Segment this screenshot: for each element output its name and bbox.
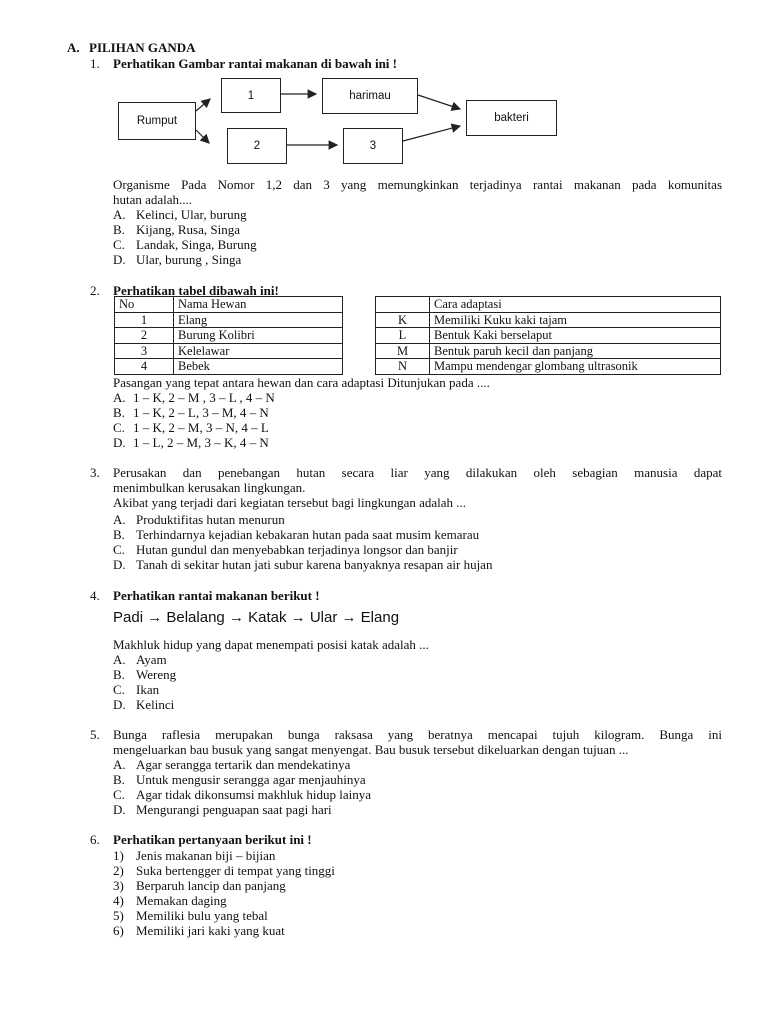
q5-option-b-letter: B. bbox=[113, 772, 125, 787]
arrow-rumput-to-2 bbox=[196, 130, 209, 143]
q4-option-d: Kelinci bbox=[136, 697, 175, 712]
table-cell: K bbox=[376, 312, 430, 328]
q1-stem-line2: hutan adalah.... bbox=[113, 192, 193, 207]
q5-option-d-letter: D. bbox=[113, 802, 126, 817]
q4-option-b: Wereng bbox=[136, 667, 177, 682]
q2-option-a-letter: A. bbox=[113, 390, 126, 405]
table-row bbox=[376, 312, 721, 328]
q2-option-b-letter: B. bbox=[113, 405, 125, 420]
q3-option-d: Tanah di sekitar hutan jati subur karena banyaknya resapan air hujan bbox=[136, 557, 493, 572]
q2-option-b: 1 – K, 2 – L, 3 – M, 4 – N bbox=[133, 405, 269, 420]
q1-prompt: Perhatikan Gambar rantai makanan di bawah ini ! bbox=[113, 56, 398, 71]
q6-item-2-num: 2) bbox=[113, 863, 124, 878]
diagram-box-2: 2 bbox=[227, 128, 287, 164]
table-cell: Burung Kolibri bbox=[174, 328, 343, 344]
q6-item-6-num: 6) bbox=[113, 923, 124, 938]
table-header-cell: Nama Hewan bbox=[174, 297, 343, 313]
q4-option-c: Ikan bbox=[136, 682, 160, 697]
q3-option-c-letter: C. bbox=[113, 542, 125, 557]
q4-prompt: Perhatikan rantai makanan berikut ! bbox=[113, 588, 320, 603]
q6-item-5: Memiliki bulu yang tebal bbox=[136, 908, 268, 923]
q3-line3: Akibat yang terjadi dari kegiatan tersebut bagi lingkungan adalah ... bbox=[113, 495, 467, 510]
animal-table bbox=[114, 296, 343, 375]
arrow-harimau-to-bakteri bbox=[418, 95, 460, 109]
table-cell: Memiliki Kuku kaki tajam bbox=[430, 312, 721, 328]
section-title: PILIHAN GANDA bbox=[89, 40, 196, 55]
q5-option-c-letter: C. bbox=[113, 787, 125, 802]
q6-item-5-num: 5) bbox=[113, 908, 124, 923]
q1-option-b: Kijang, Rusa, Singa bbox=[136, 222, 240, 237]
table-row bbox=[115, 343, 343, 359]
table-row bbox=[376, 343, 721, 359]
diagram-box-rumput: Rumput bbox=[118, 102, 196, 140]
q5-line1: Bunga raflesia merupakan bunga raksasa yang beratnya mencapai tujuh kilogram. Bunga ini bbox=[113, 727, 722, 742]
chain-organism-3: Katak bbox=[248, 609, 287, 626]
q5-option-d: Mengurangi penguapan saat pagi hari bbox=[136, 802, 332, 817]
table-row bbox=[115, 328, 343, 344]
q2-number: 2. bbox=[90, 283, 100, 298]
chain-organism-5: Elang bbox=[360, 609, 400, 626]
q3-line1: Perusakan dan penebangan hutan secara liar yang dilakukan oleh sebagian manusia dapat bbox=[113, 465, 722, 480]
table-cell: 1 bbox=[115, 312, 174, 328]
q2-prompt: Perhatikan tabel dibawah ini! bbox=[113, 283, 279, 298]
diagram-box-3: 3 bbox=[343, 128, 403, 164]
q6-item-3-num: 3) bbox=[113, 878, 124, 893]
table-cell: 3 bbox=[115, 343, 174, 359]
q1-option-c: Landak, Singa, Burung bbox=[136, 237, 257, 252]
q6-item-3: Berparuh lancip dan panjang bbox=[136, 878, 286, 893]
q3-option-a-letter: A. bbox=[113, 512, 126, 527]
chain-arrow-icon: → bbox=[228, 609, 244, 626]
table-row bbox=[115, 312, 343, 328]
q2-option-a: 1 – K, 2 – M , 3 – L , 4 – N bbox=[133, 390, 275, 405]
table-cell: Kelelawar bbox=[174, 343, 343, 359]
q3-option-c: Hutan gundul dan menyebabkan terjadinya longsor dan banjir bbox=[136, 542, 458, 557]
table-cell: Bebek bbox=[174, 359, 343, 375]
table-cell: Mampu mendengar glombang ultrasonik bbox=[430, 359, 721, 375]
q5-option-c: Agar tidak dikonsumsi makhluk hidup lainya bbox=[136, 787, 372, 802]
q4-option-a: Ayam bbox=[136, 652, 167, 667]
table-header-cell bbox=[376, 297, 430, 313]
q3-option-d-letter: D. bbox=[113, 557, 126, 572]
q1-option-c-letter: C. bbox=[113, 237, 125, 252]
q6-item-4-num: 4) bbox=[113, 893, 124, 908]
q1-option-d-letter: D. bbox=[113, 252, 126, 267]
q3-option-b-letter: B. bbox=[113, 527, 125, 542]
chain-organism-4: Ular bbox=[309, 609, 338, 626]
q3-line2: menimbulkan kerusakan lingkungan. bbox=[113, 480, 306, 495]
chain-arrow-icon: → bbox=[290, 609, 306, 626]
q1-option-a-letter: A. bbox=[113, 207, 126, 222]
table-cell: M bbox=[376, 343, 430, 359]
q2-stem: Pasangan yang tepat antara hewan dan cara adaptasi Ditunjukan pada .... bbox=[113, 375, 490, 390]
table-cell: Bentuk paruh kecil dan panjang bbox=[430, 343, 721, 359]
arrow-3-to-bakteri bbox=[403, 126, 460, 141]
q1-option-d: Ular, burung , Singa bbox=[136, 252, 242, 267]
q2-option-d: 1 – L, 2 – M, 3 – K, 4 – N bbox=[133, 435, 269, 450]
q3-number: 3. bbox=[90, 465, 100, 480]
q3-option-b: Terhindarnya kejadian kebakaran hutan pada saat musim kemarau bbox=[136, 527, 480, 542]
arrow-rumput-to-1 bbox=[196, 99, 210, 111]
q4-option-b-letter: B. bbox=[113, 667, 125, 682]
q2-option-d-letter: D. bbox=[113, 435, 126, 450]
q6-prompt: Perhatikan pertanyaan berikut ini ! bbox=[113, 832, 312, 847]
animal-table-header bbox=[115, 297, 343, 313]
q5-option-a: Agar serangga tertarik dan mendekatinya bbox=[136, 757, 351, 772]
q6-item-6: Memiliki jari kaki yang kuat bbox=[136, 923, 285, 938]
table-row bbox=[376, 359, 721, 375]
q1-stem-line1: Organisme Pada Nomor 1,2 dan 3 yang memungkinkan terjadinya rantai makanan pada komunitas bbox=[113, 177, 722, 192]
q1-option-b-letter: B. bbox=[113, 222, 125, 237]
q4-option-a-letter: A. bbox=[113, 652, 126, 667]
q1-number: 1. bbox=[90, 56, 100, 71]
chain-organism-1: Padi bbox=[113, 609, 144, 626]
table-cell: 2 bbox=[115, 328, 174, 344]
q6-item-2: Suka bertengger di tempat yang tinggi bbox=[136, 863, 335, 878]
q4-option-d-letter: D. bbox=[113, 697, 126, 712]
q5-line2: mengeluarkan bau busuk yang sangat menyengat. Bau busuk tersebut dikeluarkan dengan tujuan ... bbox=[113, 742, 629, 757]
q1-option-a: Kelinci, Ular, burung bbox=[136, 207, 247, 222]
q5-option-b: Untuk mengusir serangga agar menjauhinya bbox=[136, 772, 366, 787]
table-header-cell: No bbox=[115, 297, 174, 313]
q4-option-c-letter: C. bbox=[113, 682, 125, 697]
table-cell: Bentuk Kaki berselaput bbox=[430, 328, 721, 344]
adaptation-table bbox=[375, 296, 721, 375]
adaptation-table-header bbox=[376, 297, 721, 313]
table-cell: L bbox=[376, 328, 430, 344]
chain-arrow-icon: → bbox=[147, 609, 163, 626]
diagram-box-bakteri: bakteri bbox=[466, 100, 557, 136]
q6-number: 6. bbox=[90, 832, 100, 847]
diagram-box-harimau: harimau bbox=[322, 78, 418, 114]
diagram-box-1: 1 bbox=[221, 78, 281, 113]
q2-option-c-letter: C. bbox=[113, 420, 125, 435]
food-chain-sequence bbox=[113, 609, 399, 626]
q6-item-1: Jenis makanan biji – bijian bbox=[136, 848, 276, 863]
chain-arrow-icon: → bbox=[341, 609, 357, 626]
q6-item-1-num: 1) bbox=[113, 848, 124, 863]
q4-stem: Makhluk hidup yang dapat menempati posisi katak adalah ... bbox=[113, 637, 429, 652]
q3-option-a: Produktifitas hutan menurun bbox=[136, 512, 285, 527]
table-cell: N bbox=[376, 359, 430, 375]
chain-organism-2: Belalang bbox=[166, 609, 225, 626]
q6-item-4: Memakan daging bbox=[136, 893, 227, 908]
table-cell: 4 bbox=[115, 359, 174, 375]
q4-number: 4. bbox=[90, 588, 100, 603]
table-cell: Elang bbox=[174, 312, 343, 328]
q2-option-c: 1 – K, 2 – M, 3 – N, 4 – L bbox=[133, 420, 269, 435]
table-row bbox=[115, 359, 343, 375]
q5-option-a-letter: A. bbox=[113, 757, 126, 772]
q5-number: 5. bbox=[90, 727, 100, 742]
section-letter: A. bbox=[67, 40, 80, 55]
table-row bbox=[376, 328, 721, 344]
table-header-cell: Cara adaptasi bbox=[430, 297, 721, 313]
